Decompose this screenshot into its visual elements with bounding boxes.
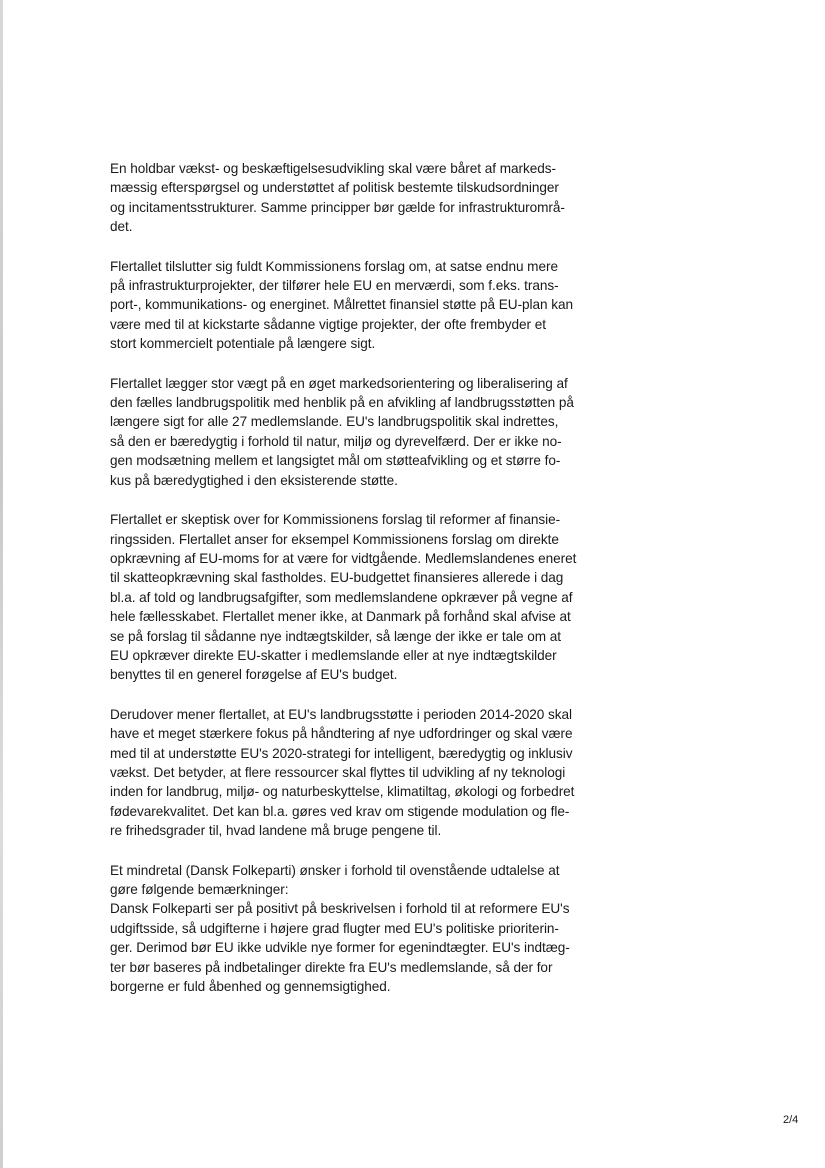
text-line: udgiftsside, så udgifterne i højere grad flugter med EU's politiske prioriterin- <box>110 920 559 936</box>
text-line: gen modsætning mellem et langsigtet mål om støtteafvikling og et større fo- <box>110 453 561 469</box>
text-line: vækst. Det betyder, at flere ressourcer skal flyttes til udvikling af ny teknologi <box>110 764 566 780</box>
paragraph-minority-remarks <box>110 861 600 997</box>
text-line: benyttes til en generel forøgelse af EU's budget. <box>110 667 398 683</box>
text-line: kus på bæredygtighed i den eksisterende støtte. <box>110 472 398 488</box>
scan-edge <box>0 0 3 1168</box>
text-line: Et mindretal (Dansk Folkeparti) ønsker i forhold til ovenstående udtalelse at <box>110 862 560 878</box>
text-line: på infrastrukturprojekter, der tilfører hele EU en merværdi, som f.eks. trans- <box>110 278 559 294</box>
text-line: og incitamentsstrukturer. Samme principper bør gælde for infrastrukturområ- <box>110 199 565 215</box>
text-line: fødevarekvalitet. Det kan bl.a. gøres ved krav om stigende modulation og fle- <box>110 803 570 819</box>
text-line: borgerne er fuld åbenhed og gennemsigtighed. <box>110 979 391 995</box>
text-line: Flertallet lægger stor vægt på en øget markedsorientering og liberalisering af <box>110 375 568 391</box>
text-line: Flertallet er skeptisk over for Kommissionens forslag til reformer af finansie- <box>110 512 561 528</box>
text-line: EU opkræver direkte EU-skatter i medlemslande eller at nye indtægtskilder <box>110 647 557 663</box>
text-line: opkrævning af EU-moms for at være for vidtgående. Medlemslandenes eneret <box>110 550 577 566</box>
text-line: mæssig efterspørgsel og understøttet af politisk bestemte tilskudsordninger <box>110 180 559 196</box>
text-line: se på forslag til sådanne nye indtægtskilder, så længe der ikke er tale om at <box>110 628 562 644</box>
text-line: gøre følgende bemærkninger: <box>110 882 289 897</box>
paragraph-agriculture-support <box>110 705 600 841</box>
text-line: stort kommercielt potentiale på længere sigt. <box>110 336 376 352</box>
paragraph-agriculture-policy <box>110 374 600 490</box>
text-line: så den er bæredygtig i forhold til natur, miljø og dyrevelfærd. Der er ikke no- <box>110 433 562 449</box>
text-line: port-, kommunikations- og energinet. Målrettet finansiel støtte på EU-plan kan <box>110 297 574 313</box>
text-line: det. <box>110 219 133 235</box>
paragraph-infrastructure <box>110 257 600 354</box>
text-line: længere sigt for alle 27 medlemslande. EU's landbrugspolitik skal indrettes, <box>110 414 559 430</box>
text-line: En holdbar vækst- og beskæftigelsesudvikling skal være båret af markeds- <box>110 161 556 176</box>
text-line: hele fællesskabet. Flertallet mener ikke, at Danmark på forhånd skal afvise at <box>110 609 571 625</box>
page-number: 2/4 <box>783 1114 799 1126</box>
text-line: ter bør baseres på indbetalinger direkte fra EU's medlemslande, så der for <box>110 959 553 975</box>
text-line: med til at understøtte EU's 2020-strategi for intelligent, bæredygtig og inklusiv <box>110 745 573 761</box>
text-line: Dansk Folkeparti ser på positivt på beskrivelsen i forhold til at reformere EU's <box>110 901 570 917</box>
text-line: re frihedsgrader til, hvad landene må bruge pengene til. <box>110 823 442 839</box>
text-line: være med til at kickstarte sådanne vigtige projekter, der ofte frembyder et <box>110 316 546 332</box>
text-line: have et meget stærkere fokus på håndtering af nye udfordringer og skal være <box>110 726 573 742</box>
text-line: Derudover mener flertallet, at EU's landbrugsstøtte i perioden 2014-2020 skal <box>110 706 572 722</box>
text-line: den fælles landbrugspolitik med henblik på en afvikling af landbrugsstøtten på <box>110 395 574 411</box>
paragraph-financing <box>110 510 600 685</box>
paragraph-growth <box>110 159 600 237</box>
text-line: ringssiden. Flertallet anser for eksempel Kommissionens forslag om direkte <box>110 531 559 547</box>
text-line: ger. Derimod bør EU ikke udvikle nye former for egenindtægter. EU's indtæg- <box>110 940 570 956</box>
text-line: inden for landbrug, miljø- og naturbeskyttelse, klimatiltag, økologi og forbedret <box>110 784 575 800</box>
text-line: bl.a. af told og landbrugsafgifter, som medlemslandene opkræver på vegne af <box>110 589 573 605</box>
text-line: Flertallet tilslutter sig fuldt Kommissionens forslag om, at satse endnu mere <box>110 258 558 274</box>
document-body <box>110 159 600 1016</box>
text-line: til skatteopkrævning skal fastholdes. EU-budgettet finansieres allerede i dag <box>110 570 564 586</box>
